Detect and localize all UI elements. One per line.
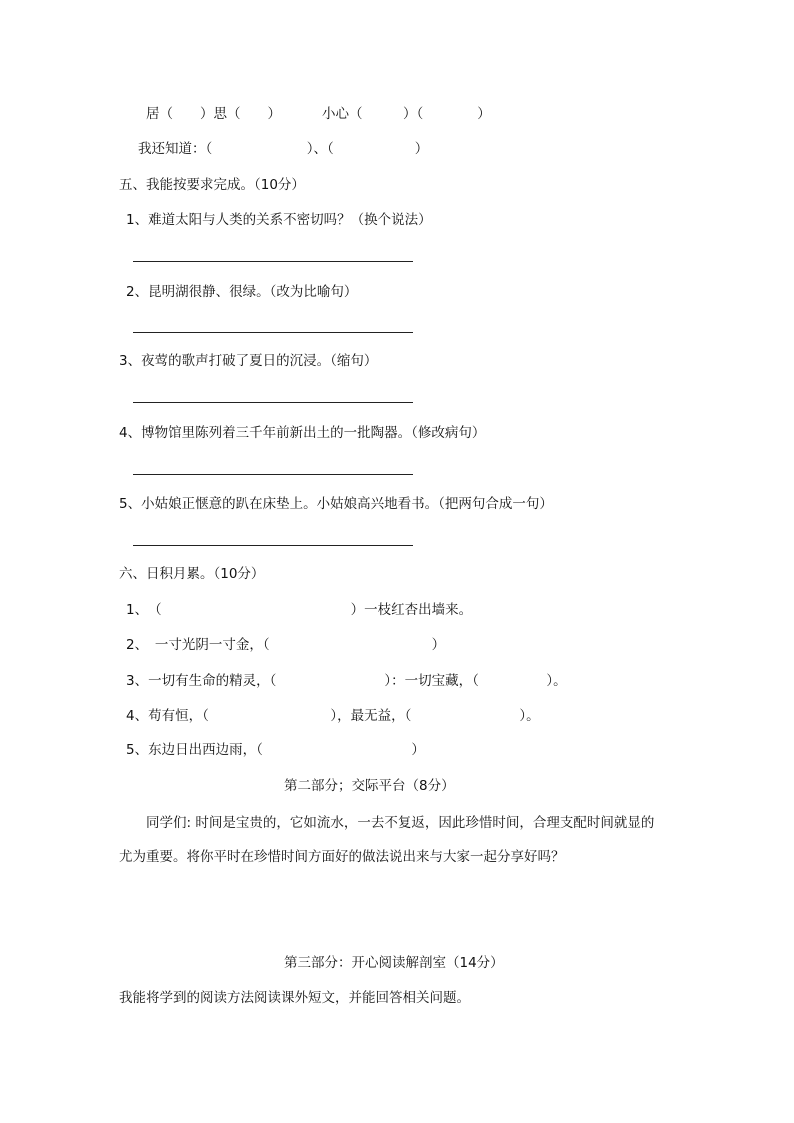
also-know-row: 我还知道：（ ）、（ ） [138, 141, 429, 157]
part2-paragraph-line2: 尤为重要。将你平时在珍惜时间方面好的做法说出来与大家一起分享好吗？ [119, 849, 565, 865]
section5-item-1: 1、难道太阳与人类的关系不密切吗？（换个说法） [126, 212, 432, 228]
answer-line-5 [133, 545, 413, 546]
section5-item-4: 4、博物馆里陈列着三千年前新出土的一批陶器。（修改病句） [119, 425, 486, 441]
section5-item-5: 5、小姑娘正惬意的趴在床垫上。小姑娘高兴地看书。（把两句合成一句） [119, 496, 553, 512]
answer-line-2 [133, 332, 413, 333]
section6-item-1: 1、 （ ）一枝红杏出墙来。 [126, 602, 473, 618]
section6-heading: 六、日积月累。（10分） [119, 566, 265, 582]
part2-title: 第二部分；交际平台（8分） [284, 778, 455, 794]
section6-item-5: 5、东边日出西边雨，（ ） [126, 742, 425, 758]
part2-paragraph-line1: 同学们: 时间是宝贵的，它如流水，一去不复返，因此珍惜时间，合理支配时间就显的 [146, 815, 655, 831]
answer-line-3 [133, 402, 413, 403]
section6-item-3: 3、一切有生命的精灵，（ ）：一切宝藏，（ ）。 [126, 673, 567, 689]
part3-intro: 我能将学到的阅读方法阅读课外短文，并能回答相关问题。 [119, 990, 470, 1006]
section6-item-2: 2、 一寸光阴一寸金，（ ） [126, 637, 446, 653]
section6-item-4: 4、苟有恒，（ ），最无益，（ ）。 [126, 708, 540, 724]
part3-title: 第三部分：开心阅读解剖室（14分） [284, 955, 504, 971]
answer-line-4 [133, 474, 413, 475]
answer-line-1 [133, 261, 413, 262]
section5-item-3: 3、夜莺的歌声打破了夏日的沉浸。（缩句） [119, 353, 378, 369]
idiom-fill-row-a: 居（ ）思（ ） [146, 106, 281, 122]
section5-item-2: 2、昆明湖很静、很绿。（改为比喻句） [126, 284, 358, 300]
idiom-fill-row-b: 小心（ ）（ ） [322, 106, 491, 122]
section5-heading: 五、我能按要求完成。（10分） [119, 177, 305, 193]
